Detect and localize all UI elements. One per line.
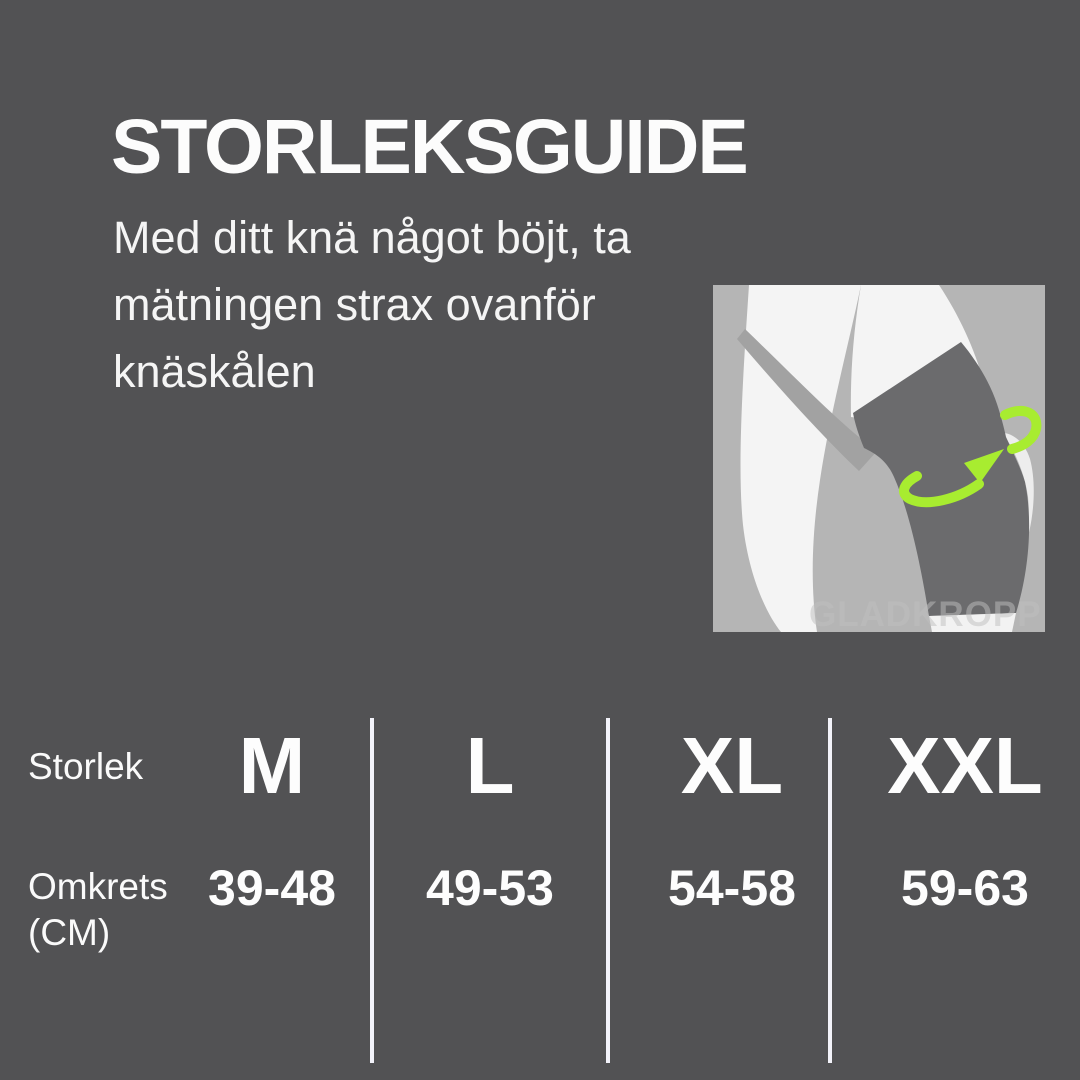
circumference-cell-xl: 54-58 [668,860,796,916]
circumference-row-label [28,864,168,956]
subtitle-line: mätningen strax ovanför [113,279,596,330]
circumference-cell-xxl: 59-63 [901,860,1029,916]
size-cell-xl: XL [680,721,784,810]
circumference-row-label-line2: (CM) [28,912,111,953]
page-title: STORLEKSGUIDE [111,104,747,190]
knee-measurement-illustration [713,285,1045,632]
circumference-cell-m: 39-48 [208,860,336,916]
size-cell-m: M [238,721,306,810]
knee-illustration-graphic [713,285,1045,632]
size-row-label: Storlek [28,746,144,787]
subtitle-line: knäskålen [113,346,316,397]
watermark-text: GLADKROPP [809,595,1042,632]
circumference-cell-l: 49-53 [426,860,554,916]
size-cell-l: L [465,721,515,810]
size-cell-xxl: XXL [887,721,1043,810]
subtitle [113,204,631,405]
size-table [0,718,1080,1063]
subtitle-line: Med ditt knä något böjt, ta [113,212,631,263]
circumference-row-label-line1: Omkrets [28,866,168,907]
